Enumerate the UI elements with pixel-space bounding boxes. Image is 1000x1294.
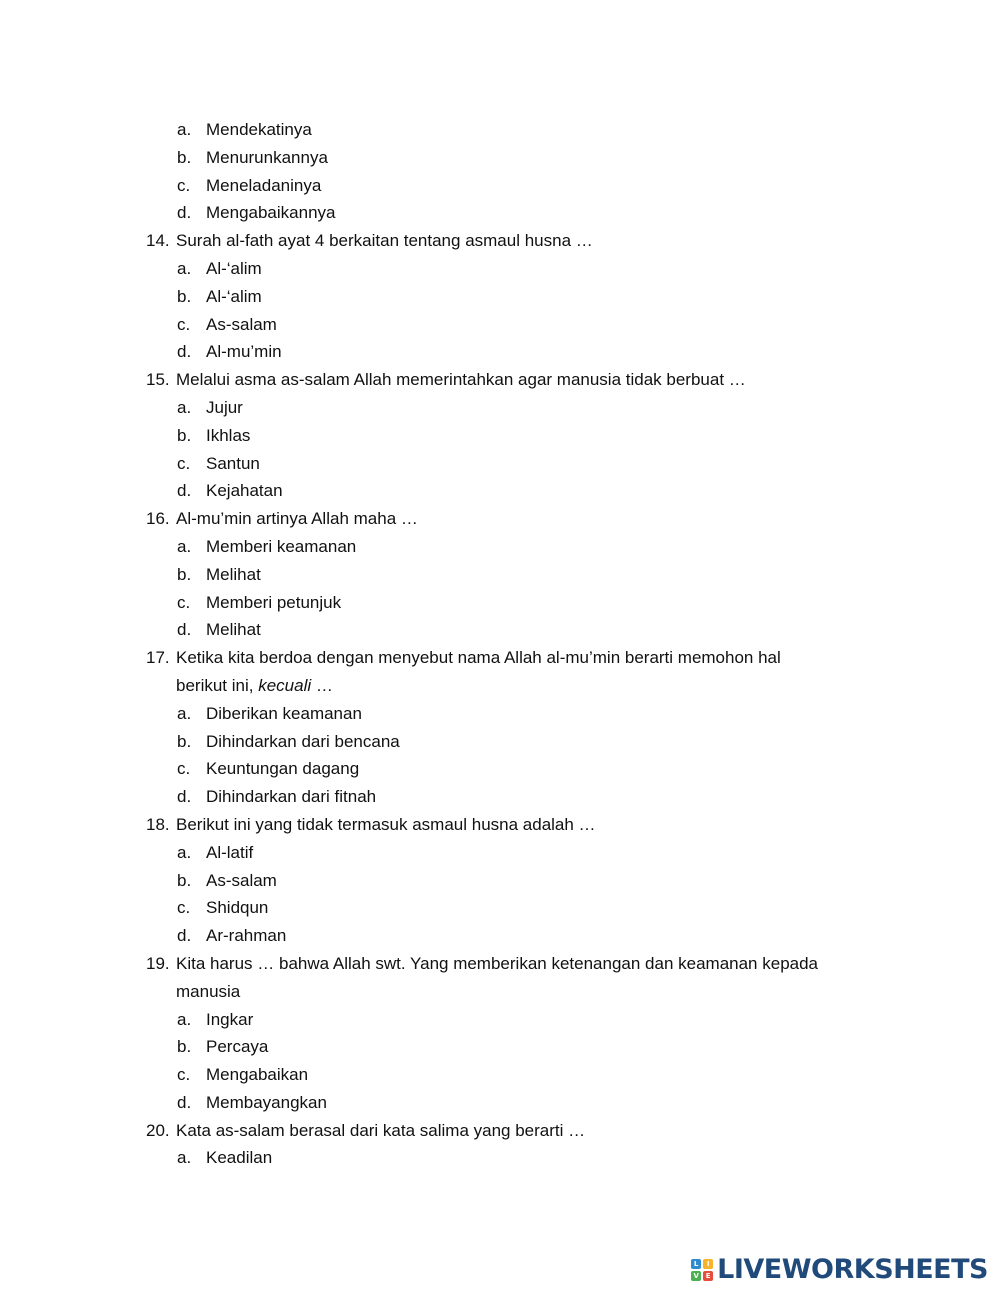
option-text: Memberi petunjuk <box>206 592 342 612</box>
option-14c <box>0 311 1000 339</box>
option-text: Percaya <box>206 1037 269 1057</box>
option-15c <box>0 450 1000 478</box>
liveworksheets-logo <box>691 1254 988 1286</box>
question-text: Kata as-salam berasal dari kata salima yang berarti … <box>176 1120 586 1140</box>
question-text-continued <box>176 672 333 700</box>
option-letter: d. <box>177 481 192 501</box>
question-text: Berikut ini yang tidak termasuk asmaul husna adalah … <box>176 814 596 834</box>
option-letter: d. <box>177 342 192 362</box>
option-15b <box>0 422 1000 450</box>
option-letter: c. <box>177 759 191 779</box>
option-18d <box>0 922 1000 950</box>
option-text: Melihat <box>206 620 261 640</box>
option-text: Mengabaikan <box>206 1065 309 1085</box>
option-letter: c. <box>177 592 191 612</box>
continuation-end: … <box>311 675 333 695</box>
option-letter: b. <box>177 564 192 584</box>
question-number: 20. <box>146 1120 170 1140</box>
option-letter: a. <box>177 703 192 723</box>
option-letter: a. <box>177 842 192 862</box>
question-number: 14. <box>146 231 170 251</box>
option-19a <box>0 1006 1000 1034</box>
option-letter: c. <box>177 314 191 334</box>
logo-cell-e: E <box>703 1271 713 1281</box>
option-20a <box>0 1144 1000 1172</box>
option-text: Mengabaikannya <box>206 203 336 223</box>
option-19c <box>0 1061 1000 1089</box>
question-17-continuation <box>0 672 1000 700</box>
option-text: Keuntungan dagang <box>206 759 360 779</box>
question-number: 19. <box>146 953 170 973</box>
option-letter: d. <box>177 203 192 223</box>
option-letter: a. <box>177 258 192 278</box>
option-letter: c. <box>177 1065 191 1085</box>
option-text: Ikhlas <box>206 425 251 445</box>
option-text: Al-latif <box>206 842 254 862</box>
option-text: Jujur <box>206 397 243 417</box>
question-18 <box>0 811 1000 839</box>
option-letter: d. <box>177 926 192 946</box>
option-text: Meneladaninya <box>206 175 322 195</box>
question-20 <box>0 1117 1000 1145</box>
option-15d <box>0 477 1000 505</box>
option-18a <box>0 839 1000 867</box>
option-17a <box>0 700 1000 728</box>
option-13d <box>0 199 1000 227</box>
question-17 <box>0 644 1000 672</box>
question-14 <box>0 227 1000 255</box>
option-text: Ar-rahman <box>206 926 287 946</box>
question-number: 18. <box>146 814 170 834</box>
option-13c <box>0 172 1000 200</box>
question-15 <box>0 366 1000 394</box>
option-text: As-salam <box>206 314 277 334</box>
question-text: Ketika kita berdoa dengan menyebut nama Allah al-mu’min berarti memohon hal <box>176 648 781 668</box>
option-letter: d. <box>177 1092 192 1112</box>
continuation-emphasis: kecuali <box>258 675 312 695</box>
option-letter: c. <box>177 453 191 473</box>
option-text: Shidqun <box>206 898 269 918</box>
question-text: Surah al-fath ayat 4 berkaitan tentang asmaul husna … <box>176 231 593 251</box>
option-16a <box>0 533 1000 561</box>
logo-cell-v: V <box>691 1271 701 1281</box>
option-16c <box>0 589 1000 617</box>
brand-text: LIVEWORKSHEETS <box>717 1254 988 1285</box>
option-letter: a. <box>177 397 192 417</box>
logo-cell-l: L <box>691 1259 701 1269</box>
option-letter: d. <box>177 787 192 807</box>
option-text: Dihindarkan dari fitnah <box>206 787 377 807</box>
option-14d <box>0 338 1000 366</box>
option-letter: a. <box>177 1009 192 1029</box>
option-text: Santun <box>206 453 260 473</box>
option-17d <box>0 783 1000 811</box>
option-letter: d. <box>177 620 192 640</box>
option-text: Al-mu’min <box>206 342 282 362</box>
option-text: Kejahatan <box>206 481 283 501</box>
option-14a <box>0 255 1000 283</box>
option-letter: c. <box>177 898 191 918</box>
option-letter: b. <box>177 870 192 890</box>
question-text: Melalui asma as-salam Allah memerintahkan agar manusia tidak berbuat … <box>176 370 746 390</box>
option-13a <box>0 116 1000 144</box>
option-text: Keadilan <box>206 1148 273 1168</box>
question-number: 17. <box>146 648 170 668</box>
logo-mark-icon <box>691 1259 713 1281</box>
question-number: 15. <box>146 370 170 390</box>
option-letter: a. <box>177 120 192 139</box>
option-text: Ingkar <box>206 1009 254 1029</box>
option-18c <box>0 894 1000 922</box>
option-letter: a. <box>177 536 192 556</box>
question-text: Al-mu’min artinya Allah maha … <box>176 509 418 529</box>
option-letter: b. <box>177 147 192 167</box>
option-16d <box>0 616 1000 644</box>
option-15a <box>0 394 1000 422</box>
question-number: 16. <box>146 509 170 529</box>
logo-cell-i: I <box>703 1259 713 1269</box>
option-16b <box>0 561 1000 589</box>
option-text: Menurunkannya <box>206 147 328 167</box>
continuation-text: berikut ini, <box>176 675 259 695</box>
option-letter: b. <box>177 425 192 445</box>
option-letter: c. <box>177 175 191 195</box>
option-text: As-salam <box>206 870 277 890</box>
option-letter: b. <box>177 731 192 751</box>
option-text: Al-‘alim <box>206 286 262 306</box>
option-14b <box>0 283 1000 311</box>
question-19-continuation <box>0 978 1000 1006</box>
worksheet-content <box>0 116 1000 1172</box>
option-letter: b. <box>177 286 192 306</box>
option-19b <box>0 1033 1000 1061</box>
question-text-continued: manusia <box>176 981 241 1001</box>
option-letter: b. <box>177 1037 192 1057</box>
question-16 <box>0 505 1000 533</box>
option-text: Membayangkan <box>206 1092 327 1112</box>
option-17c <box>0 755 1000 783</box>
option-text: Mendekatinya <box>206 120 312 139</box>
question-text: Kita harus … bahwa Allah swt. Yang memberikan ketenangan dan keamanan kepada <box>176 953 819 973</box>
option-19d <box>0 1089 1000 1117</box>
option-text: Al-‘alim <box>206 258 262 278</box>
option-text: Melihat <box>206 564 261 584</box>
option-letter: a. <box>177 1148 192 1168</box>
option-13b <box>0 144 1000 172</box>
option-17b <box>0 728 1000 756</box>
option-text: Memberi keamanan <box>206 536 357 556</box>
option-text: Dihindarkan dari bencana <box>206 731 400 751</box>
option-18b <box>0 867 1000 895</box>
option-text: Diberikan keamanan <box>206 703 362 723</box>
question-19 <box>0 950 1000 978</box>
